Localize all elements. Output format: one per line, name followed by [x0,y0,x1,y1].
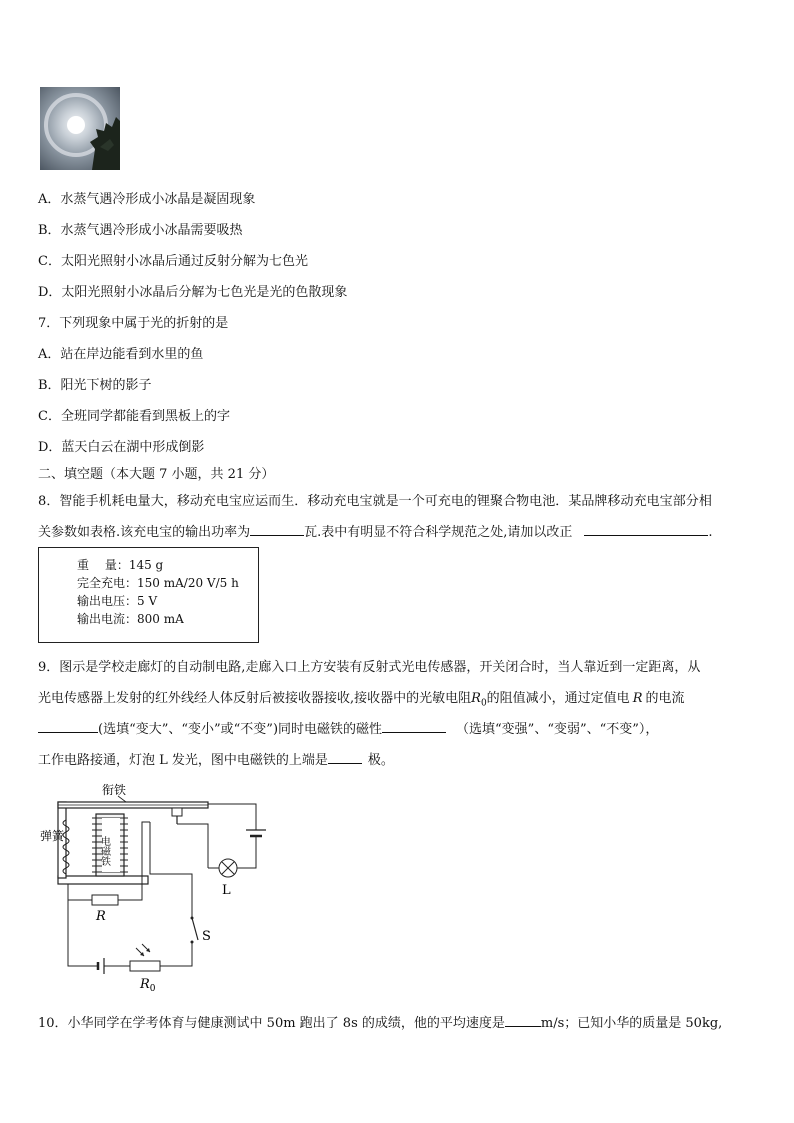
section-heading: 二、填空题（本大题 7 小题，共 21 分） [38,467,275,482]
spec-label: 输出电压： [77,594,138,608]
resistor-label: R [96,909,106,924]
symbol-sub: 0 [480,698,487,709]
circuit-diagram [38,778,278,993]
q9-text-a: 光电传感器上发射的红外线经人体反射后被接收器接收,接收器中的光敏电阻 [38,691,472,706]
q9-text-g: 极。 [367,753,394,768]
switch-label: S [202,929,211,944]
q10-text-b: m/s；已知小华的质量是 50kg, [540,1016,723,1031]
answer-blank[interactable] [38,720,98,733]
halo-photo [40,87,120,170]
spec-label: 重 量： [77,558,129,572]
q7-option-b: B．阳光下树的影子 [38,378,152,393]
spec-value: 150 mA/20 V/5 h [137,576,239,590]
symbol-r: R [471,691,481,706]
q9-text-c: 的电流 [645,691,685,706]
photoresistor-label [139,977,156,993]
q7-option-a: A．站在岸边能看到水里的鱼 [38,347,204,362]
q9-line1: 9．图示是学校走廊灯的自动制电路,走廊入口上方安装有反射式光电传感器，开关闭合时，当人靠近到一定距离，从 [38,660,701,675]
q7-option-c: C．全班同学都能看到黑板上的字 [38,409,230,424]
spring-label-text: 弹簧 [40,829,65,843]
spec-value: 145 g [128,558,164,572]
q7-option-d: D．蓝天白云在湖中形成倒影 [38,440,205,455]
spec-value: 5 V [137,594,158,608]
q6-option-d: D．太阳光照射小冰晶后分解为七色光是光的色散现象 [38,285,348,300]
spring-label [40,829,65,843]
q9-text-d: (选填“变大”、“变小”或“不变”)同时电磁铁的磁性 [98,722,383,737]
answer-blank[interactable] [382,720,446,733]
base-plate [58,876,148,884]
spec-table [38,547,259,643]
switch-s [192,918,198,940]
contact [172,808,182,816]
photoresistor-symbol: R [140,977,150,992]
q9-line2 [38,687,685,709]
photoresistor [130,961,160,971]
q10-line1 [38,1012,722,1031]
q8-text-b: 瓦.表中有明显不符合科学规范之处,请加以改正 [304,525,573,540]
answer-blank[interactable] [505,1014,541,1027]
q8-line1: 8．智能手机耗电量大，移动充电宝应运而生．移动充电宝就是一个可充电的锂聚合物电池．某品牌移动充电宝部分相 [38,494,712,509]
q7-stem: 7．下列现象中属于光的折射的是 [38,316,229,331]
spec-row [77,592,157,609]
q8-text-c: . [708,525,713,540]
q6-option-c: C．太阳光照射小冰晶后通过反射分解为七色光 [38,254,308,269]
q6-option-a: A．水蒸气遇冷形成小冰晶是凝固现象 [38,192,256,207]
q8-text-a: 关参数如表格.该充电宝的输出功率为 [38,525,251,540]
armature-label: 衔铁 [102,783,127,797]
q9-line4 [38,749,394,768]
q9-line3 [38,718,658,737]
photoresistor-sub: 0 [149,984,156,993]
q9-text-f: 工作电路接通，灯泡 L 发光，图中电磁铁的上端是 [38,753,328,768]
spec-label: 输出电流： [77,612,138,626]
spec-row [77,556,163,573]
lamp-label: L [222,883,231,898]
q8-line2 [38,521,713,540]
q9-text-e: （选填“变强”、“变弱”、“不变”）， [456,722,659,737]
electromagnet-label: 电磁铁 [98,836,110,866]
spec-value: 800 mA [137,612,184,626]
answer-blank[interactable] [584,523,708,536]
spec-row [77,574,239,591]
symbol-r: R [632,691,643,706]
resistor-r [92,895,118,905]
q9-text-b: 的阻值减小，通过定值电 [486,691,630,706]
q10-text-a: 10．小华同学在学考体育与健康测试中 50m 跑出了 8s 的成绩，他的平均速度是 [38,1016,505,1031]
spec-row [77,610,184,627]
answer-blank[interactable] [250,523,304,536]
q6-option-b: B．水蒸气遇冷形成小冰晶需要吸热 [38,223,243,238]
answer-blank[interactable] [328,751,362,764]
spec-label: 完全充电： [77,576,138,590]
